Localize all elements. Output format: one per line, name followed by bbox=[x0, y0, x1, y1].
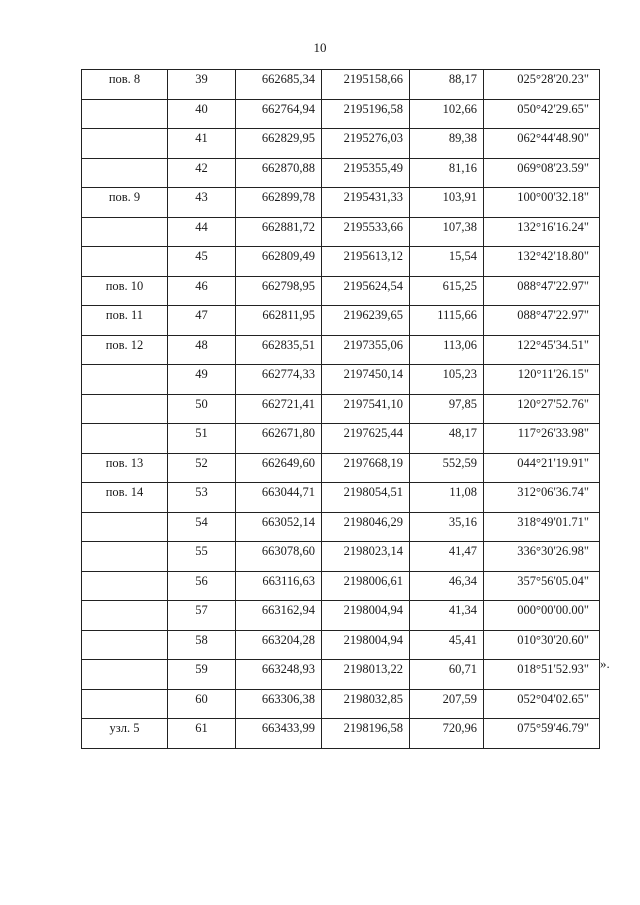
point-number-cell: 56 bbox=[168, 571, 236, 601]
point-number-cell: 55 bbox=[168, 542, 236, 572]
x-coordinate-cell: 663204,28 bbox=[236, 630, 322, 660]
coordinates-table bbox=[81, 69, 600, 749]
table-row bbox=[82, 453, 600, 483]
point-number-cell: 52 bbox=[168, 453, 236, 483]
table-row bbox=[82, 217, 600, 247]
table-row bbox=[82, 276, 600, 306]
closing-quote-mark: ». bbox=[600, 656, 610, 671]
point-label-cell bbox=[82, 571, 168, 601]
x-coordinate-cell: 663078,60 bbox=[236, 542, 322, 572]
table-row bbox=[82, 365, 600, 395]
direction-angle-cell: 069°08'23.59" bbox=[484, 158, 600, 188]
y-coordinate-cell: 2195613,12 bbox=[322, 247, 410, 277]
distance-cell: 107,38 bbox=[410, 217, 484, 247]
x-coordinate-cell: 662671,80 bbox=[236, 424, 322, 454]
point-label-cell bbox=[82, 689, 168, 719]
direction-angle-cell: 122°45'34.51" bbox=[484, 335, 600, 365]
y-coordinate-cell: 2195158,66 bbox=[322, 70, 410, 100]
point-label-cell: пов. 13 bbox=[82, 453, 168, 483]
direction-angle-cell: 132°16'16.24" bbox=[484, 217, 600, 247]
distance-cell: 1115,66 bbox=[410, 306, 484, 336]
y-coordinate-cell: 2195355,49 bbox=[322, 158, 410, 188]
point-label-cell: пов. 12 bbox=[82, 335, 168, 365]
distance-cell: 103,91 bbox=[410, 188, 484, 218]
distance-cell: 35,16 bbox=[410, 512, 484, 542]
distance-cell: 105,23 bbox=[410, 365, 484, 395]
direction-angle-cell: 052°04'02.65" bbox=[484, 689, 600, 719]
direction-angle-cell: 025°28'20.23" bbox=[484, 70, 600, 100]
y-coordinate-cell: 2198004,94 bbox=[322, 630, 410, 660]
table-row bbox=[82, 394, 600, 424]
table-row bbox=[82, 335, 600, 365]
point-number-cell: 53 bbox=[168, 483, 236, 513]
y-coordinate-cell: 2198013,22 bbox=[322, 660, 410, 690]
page-number: 10 bbox=[313, 40, 327, 55]
distance-cell: 720,96 bbox=[410, 719, 484, 749]
point-number-cell: 40 bbox=[168, 99, 236, 129]
y-coordinate-cell: 2197541,10 bbox=[322, 394, 410, 424]
x-coordinate-cell: 663306,38 bbox=[236, 689, 322, 719]
y-coordinate-cell: 2198023,14 bbox=[322, 542, 410, 572]
x-coordinate-cell: 662764,94 bbox=[236, 99, 322, 129]
direction-angle-cell: 062°44'48.90" bbox=[484, 129, 600, 159]
point-label-cell bbox=[82, 601, 168, 631]
point-label-cell bbox=[82, 217, 168, 247]
point-number-cell: 44 bbox=[168, 217, 236, 247]
y-coordinate-cell: 2195276,03 bbox=[322, 129, 410, 159]
table-row bbox=[82, 70, 600, 100]
point-number-cell: 57 bbox=[168, 601, 236, 631]
direction-angle-cell: 088°47'22.97" bbox=[484, 306, 600, 336]
distance-cell: 113,06 bbox=[410, 335, 484, 365]
distance-cell: 41,34 bbox=[410, 601, 484, 631]
x-coordinate-cell: 662809,49 bbox=[236, 247, 322, 277]
distance-cell: 11,08 bbox=[410, 483, 484, 513]
y-coordinate-cell: 2196239,65 bbox=[322, 306, 410, 336]
x-coordinate-cell: 662798,95 bbox=[236, 276, 322, 306]
point-number-cell: 49 bbox=[168, 365, 236, 395]
x-coordinate-cell: 662685,34 bbox=[236, 70, 322, 100]
point-label-cell bbox=[82, 630, 168, 660]
y-coordinate-cell: 2195196,58 bbox=[322, 99, 410, 129]
y-coordinate-cell: 2197668,19 bbox=[322, 453, 410, 483]
y-coordinate-cell: 2195431,33 bbox=[322, 188, 410, 218]
y-coordinate-cell: 2198046,29 bbox=[322, 512, 410, 542]
point-label-cell bbox=[82, 365, 168, 395]
y-coordinate-cell: 2198006,61 bbox=[322, 571, 410, 601]
point-label-cell bbox=[82, 394, 168, 424]
y-coordinate-cell: 2198054,51 bbox=[322, 483, 410, 513]
direction-angle-cell: 336°30'26.98" bbox=[484, 542, 600, 572]
direction-angle-cell: 044°21'19.91" bbox=[484, 453, 600, 483]
point-number-cell: 43 bbox=[168, 188, 236, 218]
direction-angle-cell: 132°42'18.80" bbox=[484, 247, 600, 277]
y-coordinate-cell: 2195624,54 bbox=[322, 276, 410, 306]
table-row bbox=[82, 571, 600, 601]
table-row bbox=[82, 306, 600, 336]
y-coordinate-cell: 2197355,06 bbox=[322, 335, 410, 365]
x-coordinate-cell: 663248,93 bbox=[236, 660, 322, 690]
direction-angle-cell: 357°56'05.04" bbox=[484, 571, 600, 601]
distance-cell: 41,47 bbox=[410, 542, 484, 572]
point-number-cell: 39 bbox=[168, 70, 236, 100]
point-number-cell: 54 bbox=[168, 512, 236, 542]
point-number-cell: 42 bbox=[168, 158, 236, 188]
table-row bbox=[82, 660, 600, 690]
x-coordinate-cell: 663044,71 bbox=[236, 483, 322, 513]
point-number-cell: 45 bbox=[168, 247, 236, 277]
y-coordinate-cell: 2197450,14 bbox=[322, 365, 410, 395]
x-coordinate-cell: 663433,99 bbox=[236, 719, 322, 749]
point-label-cell: пов. 14 bbox=[82, 483, 168, 513]
direction-angle-cell: 088°47'22.97" bbox=[484, 276, 600, 306]
table-row bbox=[82, 542, 600, 572]
point-label-cell bbox=[82, 158, 168, 188]
table-row bbox=[82, 99, 600, 129]
x-coordinate-cell: 662881,72 bbox=[236, 217, 322, 247]
distance-cell: 15,54 bbox=[410, 247, 484, 277]
direction-angle-cell: 010°30'20.60" bbox=[484, 630, 600, 660]
coordinates-table-body bbox=[82, 70, 600, 749]
table-row bbox=[82, 129, 600, 159]
direction-angle-cell: 120°11'26.15" bbox=[484, 365, 600, 395]
table-row bbox=[82, 601, 600, 631]
distance-cell: 88,17 bbox=[410, 70, 484, 100]
table-row bbox=[82, 512, 600, 542]
distance-cell: 207,59 bbox=[410, 689, 484, 719]
table-row bbox=[82, 247, 600, 277]
table-row bbox=[82, 689, 600, 719]
point-label-cell bbox=[82, 129, 168, 159]
distance-cell: 552,59 bbox=[410, 453, 484, 483]
table-row bbox=[82, 719, 600, 749]
distance-cell: 89,38 bbox=[410, 129, 484, 159]
point-number-cell: 50 bbox=[168, 394, 236, 424]
y-coordinate-cell: 2198032,85 bbox=[322, 689, 410, 719]
point-number-cell: 59 bbox=[168, 660, 236, 690]
x-coordinate-cell: 662829,95 bbox=[236, 129, 322, 159]
distance-cell: 615,25 bbox=[410, 276, 484, 306]
point-number-cell: 41 bbox=[168, 129, 236, 159]
x-coordinate-cell: 662835,51 bbox=[236, 335, 322, 365]
distance-cell: 97,85 bbox=[410, 394, 484, 424]
x-coordinate-cell: 662649,60 bbox=[236, 453, 322, 483]
table-row bbox=[82, 158, 600, 188]
point-number-cell: 61 bbox=[168, 719, 236, 749]
point-number-cell: 46 bbox=[168, 276, 236, 306]
x-coordinate-cell: 663162,94 bbox=[236, 601, 322, 631]
point-label-cell bbox=[82, 99, 168, 129]
point-label-cell: узл. 5 bbox=[82, 719, 168, 749]
direction-angle-cell: 018°51'52.93" bbox=[484, 660, 600, 690]
direction-angle-cell: 075°59'46.79" bbox=[484, 719, 600, 749]
direction-angle-cell: 100°00'32.18" bbox=[484, 188, 600, 218]
x-coordinate-cell: 662899,78 bbox=[236, 188, 322, 218]
distance-cell: 81,16 bbox=[410, 158, 484, 188]
direction-angle-cell: 050°42'29.65" bbox=[484, 99, 600, 129]
point-number-cell: 47 bbox=[168, 306, 236, 336]
x-coordinate-cell: 662811,95 bbox=[236, 306, 322, 336]
direction-angle-cell: 000°00'00.00" bbox=[484, 601, 600, 631]
point-label-cell bbox=[82, 660, 168, 690]
point-label-cell: пов. 9 bbox=[82, 188, 168, 218]
point-label-cell: пов. 10 bbox=[82, 276, 168, 306]
point-label-cell bbox=[82, 512, 168, 542]
table-row bbox=[82, 188, 600, 218]
x-coordinate-cell: 662774,33 bbox=[236, 365, 322, 395]
table-row bbox=[82, 424, 600, 454]
y-coordinate-cell: 2195533,66 bbox=[322, 217, 410, 247]
direction-angle-cell: 120°27'52.76" bbox=[484, 394, 600, 424]
x-coordinate-cell: 662870,88 bbox=[236, 158, 322, 188]
point-label-cell bbox=[82, 542, 168, 572]
x-coordinate-cell: 663052,14 bbox=[236, 512, 322, 542]
point-label-cell: пов. 8 bbox=[82, 70, 168, 100]
y-coordinate-cell: 2197625,44 bbox=[322, 424, 410, 454]
point-number-cell: 51 bbox=[168, 424, 236, 454]
table-row bbox=[82, 630, 600, 660]
direction-angle-cell: 117°26'33.98" bbox=[484, 424, 600, 454]
direction-angle-cell: 318°49'01.71" bbox=[484, 512, 600, 542]
point-label-cell bbox=[82, 247, 168, 277]
y-coordinate-cell: 2198196,58 bbox=[322, 719, 410, 749]
distance-cell: 45,41 bbox=[410, 630, 484, 660]
y-coordinate-cell: 2198004,94 bbox=[322, 601, 410, 631]
x-coordinate-cell: 662721,41 bbox=[236, 394, 322, 424]
point-number-cell: 58 bbox=[168, 630, 236, 660]
distance-cell: 60,71 bbox=[410, 660, 484, 690]
table-row bbox=[82, 483, 600, 513]
point-number-cell: 48 bbox=[168, 335, 236, 365]
distance-cell: 102,66 bbox=[410, 99, 484, 129]
distance-cell: 48,17 bbox=[410, 424, 484, 454]
x-coordinate-cell: 663116,63 bbox=[236, 571, 322, 601]
direction-angle-cell: 312°06'36.74" bbox=[484, 483, 600, 513]
point-label-cell: пов. 11 bbox=[82, 306, 168, 336]
point-number-cell: 60 bbox=[168, 689, 236, 719]
distance-cell: 46,34 bbox=[410, 571, 484, 601]
point-label-cell bbox=[82, 424, 168, 454]
